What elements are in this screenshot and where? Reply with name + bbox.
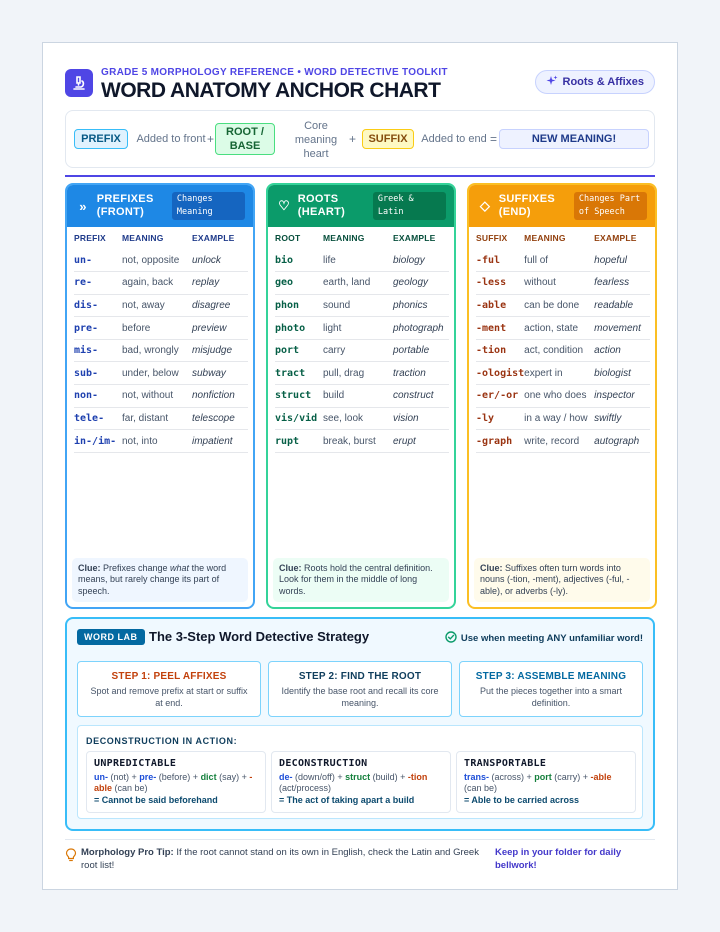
- morpheme-cell: struct: [275, 385, 323, 408]
- example-cell: portable: [393, 339, 449, 362]
- example-cell: telescope: [192, 407, 248, 430]
- heart-icon: ♡: [278, 198, 290, 213]
- prefixes-clue: [72, 558, 248, 603]
- chevrons-right-icon: »: [79, 198, 87, 214]
- morpheme-cell: rupt: [275, 430, 323, 453]
- meaning-cell: not, opposite: [122, 249, 192, 272]
- prefix-part: pre-: [139, 772, 157, 782]
- result-chip: NEW MEANING!: [499, 129, 649, 149]
- morpheme-cell: dis-: [74, 294, 122, 317]
- title-line: (HEART): [297, 206, 346, 218]
- pro-tip-text: [81, 846, 491, 872]
- meaning-cell: pull, drag: [323, 362, 393, 385]
- table-row: [476, 407, 650, 430]
- meaning-cell: write, record: [524, 430, 594, 453]
- table-row: [476, 339, 650, 362]
- morpheme-cell: geo: [275, 272, 323, 295]
- meaning-cell: before: [122, 317, 192, 340]
- root-desc: [286, 119, 346, 161]
- table-row: [275, 385, 449, 408]
- word-lab-panel: [65, 617, 655, 831]
- suffixes-badge: Changes Part of Speech: [574, 192, 647, 220]
- root-desc-line: meaning: [294, 134, 338, 146]
- example-breakdown: [464, 772, 628, 794]
- clue-text: Prefixes change: [100, 562, 171, 573]
- suffixes-clue: [474, 558, 650, 603]
- title-line: ROOTS: [297, 193, 339, 205]
- meaning-cell: break, burst: [323, 430, 393, 453]
- title-line: SUFFIXES: [498, 193, 555, 205]
- morpheme-cell: phon: [275, 294, 323, 317]
- roots-header: [268, 185, 454, 227]
- table-row: [74, 385, 248, 408]
- table-row: [74, 317, 248, 340]
- example-word: DECONSTRUCTION: [279, 758, 368, 769]
- clue-label: Clue:: [480, 562, 503, 573]
- word-lab-badge: WORD LAB: [77, 629, 145, 645]
- roots-title: [298, 193, 367, 219]
- table-row: [476, 249, 650, 272]
- suffixes-title: [499, 193, 568, 219]
- prefix-part: trans-: [464, 772, 490, 782]
- column-header: MEANING: [323, 233, 365, 243]
- prefix-chip: PREFIX: [74, 129, 128, 149]
- table-row: [476, 430, 650, 453]
- folder-reminder: Keep in your folder for daily bellwork!: [495, 847, 622, 871]
- meaning-cell: can be done: [524, 294, 594, 317]
- column-header: ROOT: [275, 233, 301, 243]
- table-row: [74, 249, 248, 272]
- word-lab-note-text: Use when meeting ANY unfamiliar word!: [460, 633, 643, 644]
- table-row: [74, 272, 248, 295]
- root-desc-line: Core: [304, 120, 328, 132]
- microscope-icon: [65, 69, 93, 97]
- prefix-part: un-: [94, 772, 108, 782]
- meaning-cell: one who does: [524, 385, 594, 408]
- prefixes-title: [97, 193, 166, 219]
- roots-badge: Greek & Latin: [373, 192, 446, 220]
- prefix-part: de-: [279, 772, 293, 782]
- suffix-desc: Added to end: [421, 133, 487, 145]
- word-lab-title: The 3-Step Word Detective Strategy: [149, 629, 370, 644]
- suffix-part: -able: [590, 772, 612, 782]
- table-row: [275, 272, 449, 295]
- meaning-cell: see, look: [323, 407, 393, 430]
- prefixes-header: [67, 185, 253, 227]
- word-formula: [65, 110, 655, 168]
- prefixes-column: [65, 183, 255, 609]
- plus-sign: +: [207, 132, 215, 146]
- part-gloss: (can be): [464, 783, 498, 793]
- clue-text: the word means, but rarely change its part of speech.: [78, 562, 227, 596]
- example-cell: disagree: [192, 294, 248, 317]
- morpheme-cell: -able: [476, 294, 524, 317]
- table-row: [476, 362, 650, 385]
- step-title: STEP 3: ASSEMBLE MEANING: [475, 671, 627, 682]
- morpheme-cell: -less: [476, 272, 524, 295]
- table-row: [74, 294, 248, 317]
- pro-tip-label: Morphology Pro Tip:: [81, 847, 174, 858]
- root-part: port: [534, 772, 552, 782]
- example-cell: hopeful: [594, 249, 650, 272]
- word-lab-note: [445, 631, 643, 646]
- table-row: [275, 294, 449, 317]
- part-gloss: (not) +: [108, 772, 140, 782]
- column-header: EXAMPLE: [594, 233, 637, 243]
- part-gloss: (build) +: [370, 772, 408, 782]
- meaning-cell: earth, land: [323, 272, 393, 295]
- table-row: [275, 430, 449, 453]
- table-row: [476, 385, 650, 408]
- meaning-cell: far, distant: [122, 407, 192, 430]
- suffixes-table: [476, 227, 650, 453]
- meaning-cell: life: [323, 249, 393, 272]
- example-cell: misjudge: [192, 339, 248, 362]
- root-chip-line: ROOT /: [226, 126, 264, 138]
- tag-icon: ◇: [479, 198, 490, 213]
- meaning-cell: again, back: [122, 272, 192, 295]
- header-kicker: GRADE 5 MORPHOLOGY REFERENCE • WORD DETECTIVE TOOLKIT: [101, 67, 448, 78]
- example-word: TRANSPORTABLE: [464, 758, 547, 769]
- morpheme-cell: -graph: [476, 430, 524, 453]
- prefixes-badge: Changes Meaning: [172, 192, 245, 220]
- example-cell: biologist: [594, 362, 650, 385]
- morpheme-cell: non-: [74, 385, 122, 408]
- roots-clue: [273, 558, 449, 603]
- prefix-desc: Added to front: [136, 133, 206, 145]
- example-cell: subway: [192, 362, 248, 385]
- column-header: EXAMPLE: [192, 233, 235, 243]
- table-row: [74, 407, 248, 430]
- table-row: [476, 294, 650, 317]
- page-title: WORD ANATOMY ANCHOR CHART: [101, 79, 441, 102]
- example-cell: photograph: [393, 317, 449, 340]
- meaning-cell: expert in: [524, 362, 594, 385]
- column-header: MEANING: [524, 233, 566, 243]
- morpheme-cell: -er/-or: [476, 385, 524, 408]
- example-cell: geology: [393, 272, 449, 295]
- column-header: PREFIX: [74, 233, 106, 243]
- column-header: MEANING: [122, 233, 164, 243]
- sparkles-icon: [546, 75, 558, 90]
- header: [65, 65, 655, 105]
- check-circle-icon: [445, 631, 457, 646]
- part-gloss: (can be): [112, 783, 148, 793]
- part-gloss: (across) +: [489, 772, 535, 782]
- morpheme-cell: tract: [275, 362, 323, 385]
- part-gloss: (carry) +: [551, 772, 591, 782]
- part-gloss: (before) +: [156, 772, 201, 782]
- table-row: [74, 362, 248, 385]
- table-row: [275, 249, 449, 272]
- example-result: = Cannot be said beforehand: [94, 795, 218, 805]
- meaning-cell: sound: [323, 294, 393, 317]
- example-breakdown: [94, 772, 258, 794]
- table-row: [275, 362, 449, 385]
- example-cell: erupt: [393, 430, 449, 453]
- root-part: dict: [200, 772, 217, 782]
- root-part: struct: [345, 772, 371, 782]
- prefixes-table: [74, 227, 248, 453]
- table-row: [74, 339, 248, 362]
- topic-tag-label: Roots & Affixes: [562, 76, 644, 88]
- plus-sign: +: [349, 132, 357, 146]
- meaning-cell: carry: [323, 339, 393, 362]
- example-result: = Able to be carried across: [464, 795, 579, 805]
- title-line: (FRONT): [96, 206, 145, 218]
- example-cell: inspector: [594, 385, 650, 408]
- deconstruction-heading: DECONSTRUCTION IN ACTION:: [86, 736, 238, 746]
- example-cell: vision: [393, 407, 449, 430]
- suffixes-header: [469, 185, 655, 227]
- meaning-cell: in a way / how: [524, 407, 594, 430]
- topic-tag: [535, 70, 656, 94]
- example-result: = The act of taking apart a build: [279, 795, 415, 805]
- step-title: STEP 2: FIND THE ROOT: [298, 671, 422, 682]
- table-row: [275, 317, 449, 340]
- step-desc: Spot and remove prefix at start or suffix at end.: [90, 686, 248, 708]
- example-cell: action: [594, 339, 650, 362]
- root-desc-line: heart: [303, 148, 329, 160]
- example-breakdown: [279, 772, 443, 794]
- step-card: [459, 661, 643, 717]
- pro-tip-body: If the root cannot stand on its own in English, check the Latin and Greek root list!: [81, 847, 479, 871]
- morpheme-cell: -ly: [476, 407, 524, 430]
- table-row: [476, 272, 650, 295]
- example-card: [271, 751, 451, 813]
- part-gloss: (down/off) +: [292, 772, 346, 782]
- morpheme-cell: sub-: [74, 362, 122, 385]
- suffix-part: -able: [94, 772, 253, 793]
- example-cell: traction: [393, 362, 449, 385]
- example-card: [456, 751, 636, 813]
- example-cell: replay: [192, 272, 248, 295]
- morpheme-cell: in-/im-: [74, 430, 122, 453]
- meaning-cell: without: [524, 272, 594, 295]
- meaning-cell: not, into: [122, 430, 192, 453]
- example-cell: autograph: [594, 430, 650, 453]
- roots-table: [275, 227, 449, 453]
- meaning-cell: light: [323, 317, 393, 340]
- clue-label: Clue:: [78, 562, 101, 573]
- clue-emphasis: what: [170, 562, 190, 573]
- title-line: (END): [498, 206, 531, 218]
- equals-sign: =: [490, 132, 498, 146]
- meaning-cell: bad, wrongly: [122, 339, 192, 362]
- morpheme-cell: bio: [275, 249, 323, 272]
- example-cell: impatient: [192, 430, 248, 453]
- morpheme-cell: pre-: [74, 317, 122, 340]
- example-word: UNPREDICTABLE: [94, 758, 177, 769]
- example-cell: biology: [393, 249, 449, 272]
- table-row: [275, 339, 449, 362]
- step-desc: Identify the base root and recall its core meaning.: [281, 686, 439, 708]
- example-cell: phonics: [393, 294, 449, 317]
- suffix-chip: SUFFIX: [362, 129, 414, 149]
- column-header: SUFFIX: [476, 233, 508, 243]
- part-gloss: (say) +: [216, 772, 250, 782]
- step-title: STEP 1: PEEL AFFIXES: [111, 671, 227, 682]
- morpheme-cell: un-: [74, 249, 122, 272]
- step-card: [268, 661, 452, 717]
- example-cell: construct: [393, 385, 449, 408]
- deconstruction-panel: [77, 725, 643, 819]
- example-cell: swiftly: [594, 407, 650, 430]
- meaning-cell: act, condition: [524, 339, 594, 362]
- clue-text: Roots hold the central definition. Look for them in the middle of long words.: [279, 562, 433, 596]
- column-header: EXAMPLE: [393, 233, 436, 243]
- clue-label: Clue:: [279, 562, 302, 573]
- example-cell: preview: [192, 317, 248, 340]
- example-cell: nonfiction: [192, 385, 248, 408]
- root-chip: [215, 123, 275, 155]
- pro-tip-footer: [65, 839, 655, 875]
- title-line: PREFIXES: [96, 193, 154, 205]
- meaning-cell: full of: [524, 249, 594, 272]
- step-desc: Put the pieces together into a smart definition.: [479, 686, 623, 708]
- table-row: [275, 407, 449, 430]
- morpheme-cell: vis/vid: [275, 407, 323, 430]
- example-card: [86, 751, 266, 813]
- clue-text: Suffixes often turn words into nouns (-tion, -ment), adjectives (-ful, -able), or adverbs (-ly).: [480, 562, 630, 596]
- example-cell: readable: [594, 294, 650, 317]
- table-row: [74, 430, 248, 453]
- morpheme-cell: photo: [275, 317, 323, 340]
- morpheme-cell: mis-: [74, 339, 122, 362]
- morpheme-cell: tele-: [74, 407, 122, 430]
- morpheme-cell: re-: [74, 272, 122, 295]
- example-cell: fearless: [594, 272, 650, 295]
- meaning-cell: action, state: [524, 317, 594, 340]
- morpheme-cell: -tion: [476, 339, 524, 362]
- morpheme-cell: -ment: [476, 317, 524, 340]
- example-cell: unlock: [192, 249, 248, 272]
- step-card: [77, 661, 261, 717]
- meaning-cell: not, without: [122, 385, 192, 408]
- meaning-cell: not, away: [122, 294, 192, 317]
- suffixes-column: [467, 183, 657, 609]
- roots-column: [266, 183, 456, 609]
- root-chip-line: BASE: [229, 140, 261, 152]
- table-row: [476, 317, 650, 340]
- morpheme-cell: port: [275, 339, 323, 362]
- suffix-part: -tion: [407, 772, 428, 782]
- meaning-cell: under, below: [122, 362, 192, 385]
- morpheme-cell: -ologist: [476, 362, 524, 385]
- part-gloss: (act/process): [279, 783, 332, 793]
- morpheme-cell: -ful: [476, 249, 524, 272]
- lightbulb-icon: [65, 848, 77, 867]
- section-divider: [65, 175, 655, 177]
- anchor-chart-sheet: [42, 42, 678, 890]
- example-cell: movement: [594, 317, 650, 340]
- meaning-cell: build: [323, 385, 393, 408]
